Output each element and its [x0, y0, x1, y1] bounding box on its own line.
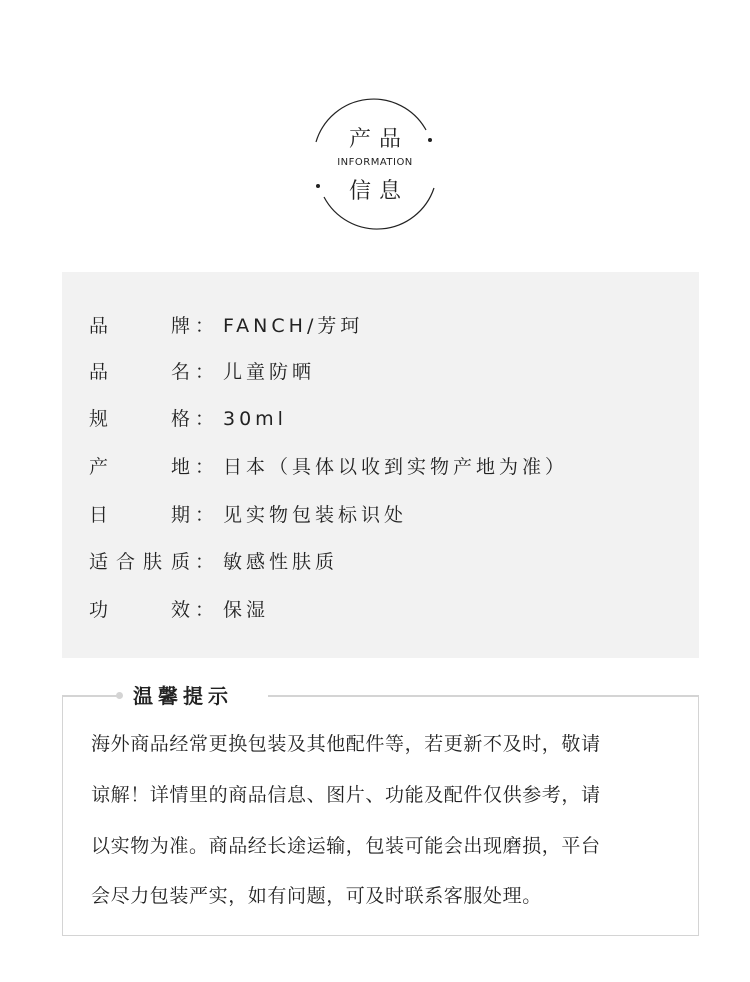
notice-line: 以实物为准。商品经长途运输，包装可能会出现磨损，平台: [91, 835, 601, 857]
info-value-date: 见实物包装标识处: [223, 504, 408, 526]
info-value-name: 儿童防晒: [223, 361, 316, 383]
info-value-brand: FANCH/芳珂: [223, 315, 364, 337]
emblem-title-bottom: 信息: [348, 179, 409, 204]
info-emblem: [0, 0, 750, 260]
notice-line: 海外商品经常更换包装及其他配件等，若更新不及时，敬请: [91, 733, 601, 755]
info-value-spec: 30ml: [223, 408, 287, 430]
notice-line: 谅解！详情里的商品信息、图片、功能及配件仅供参考，请: [91, 784, 601, 806]
notice-dot-icon: [116, 692, 123, 699]
product-info-panel: 品 牌 ： FANCH/芳珂 品 名 ： 儿童防晒 规 格 ： 30ml 产 地 ： 日本（具体以收到实物产地为准） 日 期 ： 见实物包装标识处 适 合 肤 质 ： 敏感性肤质 功 效 ： 保湿: [62, 272, 699, 658]
notice-line: 会尽力包装严实，如有问题，可及时联系客服处理。: [91, 885, 542, 907]
emblem-title-top: 产品: [348, 127, 409, 152]
notice-border-top-right: [268, 695, 699, 697]
emblem-subtitle: INFORMATION: [337, 157, 413, 168]
info-value-effect: 保湿: [223, 599, 270, 621]
info-value-origin: 日本（具体以收到实物产地为准）: [223, 456, 569, 478]
notice-border-top-left: [62, 695, 120, 697]
info-value-skin: 敏感性肤质: [223, 551, 339, 573]
notice-title: 温馨提示: [133, 684, 233, 708]
